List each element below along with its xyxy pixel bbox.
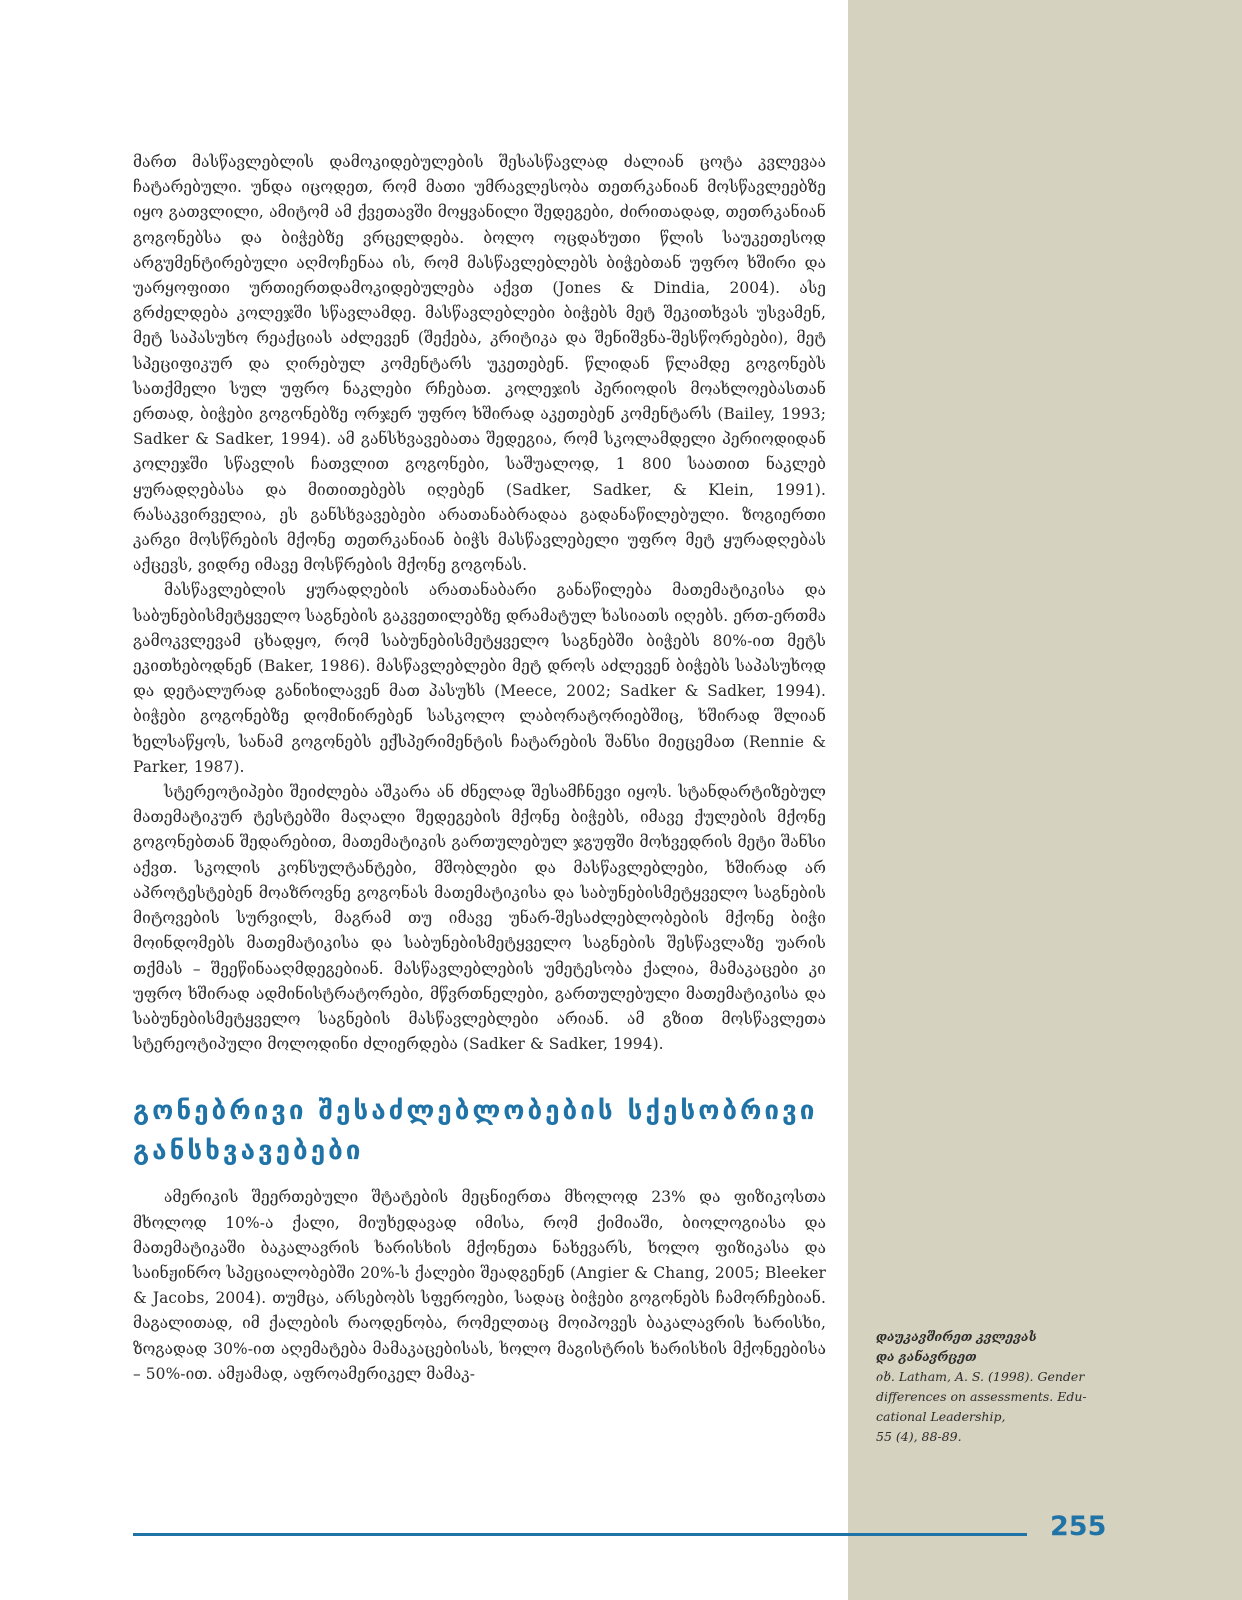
margin-note-title-line-1: დაუკავშირეთ კვლევას	[876, 1329, 1037, 1344]
section-paragraph: ამერიკის შეერთებული შტატების მეცნიერთა მხოლოდ 23% და ფიზიკოსთა მხოლოდ 10%-ა ქალი, მიუხედავად იმისა, რომ ქიმიაში, ბიოლოგიასა და მათემატიკაში ბაკალავრის ხარისხის მქონეთა ნახევარს, ხოლო ფიზიკასა და საინჟინრო სპეციალობებში 20%-ს ქალები შეადგენენ (Angier & Chang, 2005; Bleeker & Jacobs, 2004). თუმცა, არსებობს სფეროები, სადაც ბიჭები გოგონებს ჩამორჩებიან. მაგალითად, იმ ქალების რაოდენობა, რომელთაც მოიპოვეს ბაკალავრის ხარისხი, ზოგადად 30%-ით აღემატება მამაკაცებისას, ხოლო მაგისტრის ხარისხის მქონეებისა – 50%-ით. ამჟამად, აფროამერიკელ მამაკ-	[133, 1188, 826, 1383]
body-paragraph-3: სტერეოტიპები შეიძლება აშკარა ან ძნელად შესამჩნევი იყოს. სტანდარტიზებულ მათემატიკურ ტესტებში მაღალი შედეგების მქონე ბიჭებს, იმავე ქულების მქონე გოგონებთან შედარებით, მათემატიკის გართულებულ ჯგუფში მოხვედრის მეტი შანსი აქვთ. სკოლის კონსულტანტები, მშობლები და მასწავლებლები, ხშირად არ აპროტესტებენ მოაზროვნე გოგონას მათემატიკისა და საბუნებისმეტყველო საგნების მიტოვების სურვილს, მაგრამ თუ იმავე უნარ-შესაძლებლობების მქონე ბიჭი მოინდომებს მათემატიკისა და საბუნებისმეტყველო საგნების შესწავლაზე უარის თქმას – შეეწინააღმდეგებიან. მასწავლებლების უმეტესობა ქალია, მამაკაცები კი უფრო ხშირად ადმინისტრატორები, მწვრთნელები, გართულებული მათემატიკისა და საბუნებისმეტყველო საგნების მასწავლებლები არიან. ამ გზით მოსწავლეთა სტერეოტიპული მოლოდინი ძლიერდება (Sadker & Sadker, 1994).	[133, 783, 826, 1054]
main-text-column	[133, 150, 826, 1387]
body-paragraph-1: მართ მასწავლებლის დამოკიდებულების შესასწავლად ძალიან ცოტა კვლევაა ჩატარებული. უნდა იცოდეთ, რომ მათი უმრავლესობა თეთრკანიან მოსწავლეებზე იყო გათვლილი, ამიტომ ამ ქვეთავში მოყვანილი შედეგები, ძირითადად, თეთრკანიან გოგონებსა და ბიჭებზე ვრცელდება. ბოლო ოცდახუთი წლის საუკეთესოდ არგუმენტირებული აღმოჩენაა ის, რომ მასწავლებლებს ბიჭებთან უფრო ხშირი და უარყოფითი ურთიერთდამოკიდებულება აქვთ (Jones & Dindia, 2004). ასე გრძელდება კოლეჯში სწავლამდე. მასწავლებლები ბიჭებს მეტ შეკითხვას უსვამენ, მეტ საპასუხო რეაქციას აძლევენ (შექება, კრიტიკა და შენიშვნა-შესწორებები), მეტ სპეციფიკურ და ღირებულ კომენტარს უკეთებენ. წლიდან წლამდე გოგონებს სათქმელი სულ უფრო ნაკლები რჩებათ. კოლეჯის პერიოდის მოახლოებასთან ერთად, ბიჭები გოგონებზე ორჯერ უფრო ხშირად აკეთებენ კომენტარს (Bailey, 1993; Sadker & Sadker, 1994). ამ განსხვავებათა შედეგია, რომ სკოლამდელი პერიოდიდან კოლეჯში სწავლის ჩათვლით გოგონები, საშუალოდ, 1 800 საათით ნაკლებ ყურადღებასა და მითითებებს იღებენ (Sadker, Sadker, & Klein, 1991). რასაკვირველია, ეს განსხვავებები არათანაბრადაა გადანაწილებული. ზოგიერთი კარგი მოსწრების მქონე თეთრკანიან ბიჭს მასწავლებელი უფრო მეტ ყურადღებას აქცევს, ვიდრე იმავე მოსწრების მქონე გოგონას.	[133, 153, 826, 575]
margin-note-reference-line-2: differences on assessments. Edu-	[876, 1389, 1087, 1404]
section-heading: გონებრივი შესაძლებლობების სქესობრივი განსხვავებები	[133, 1096, 818, 1167]
margin-note	[876, 1327, 1106, 1447]
margin-note-reference-line-1: იხ. Latham, A. S. (1998). Gender	[876, 1369, 1085, 1384]
page-number: 255	[1050, 1511, 1107, 1542]
body-paragraph-2: მასწავლებლის ყურადღების არათანაბარი განაწილება მათემატიკისა და საბუნებისმეტყველო საგნების გაკვეთილებზე დრამატულ ხასიათს იღებს. ერთ-ერთმა გამოკვლევამ ცხადყო, რომ საბუნებისმეტყველო საგნებში ბიჭებს 80%-ით მეტს ეკითხებოდნენ (Baker, 1986). მასწავლებლები მეტ დროს აძლევენ ბიჭებს საპასუხოდ და დეტალურად განიხილავენ მათ პასუხს (Meece, 2002; Sadker & Sadker, 1994). ბიჭები გოგონებზე დომინირებენ სასკოლო ლაბორატორიებშიც, ხშირად შლიან ხელსაწყოს, სანამ გოგონებს ექსპერიმენტის ჩატარების შანსი მიეცემათ (Rennie & Parker, 1987).	[133, 581, 826, 776]
margin-note-reference-line-4: 55 (4), 88-89.	[876, 1429, 962, 1444]
margin-note-title-line-2: და განავრცეთ	[876, 1349, 977, 1364]
margin-note-reference-line-3: cational Leadership,	[876, 1409, 1006, 1424]
footer-rule	[133, 1533, 1027, 1536]
